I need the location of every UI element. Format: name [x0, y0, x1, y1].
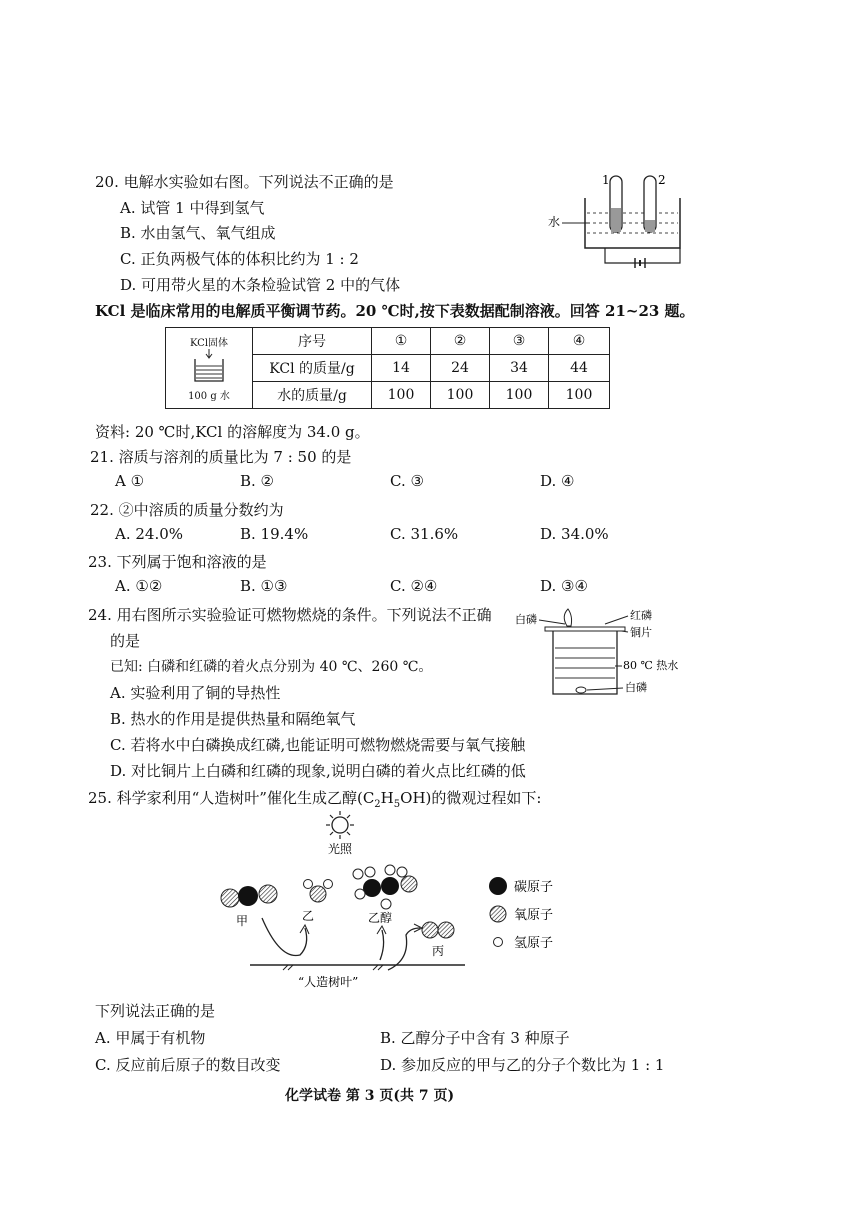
q22-option-c: C. 31.6%	[390, 525, 459, 543]
light-label: 光照	[328, 842, 353, 856]
q23-option-c: C. ②④	[390, 577, 438, 595]
kcl-intro: KCl 是临床常用的电解质平衡调节药。20 ℃时,按下表数据配制溶液。回答 21~23 题。	[95, 302, 695, 320]
electrolysis-figure	[540, 168, 700, 278]
q25-option-a: A. 甲属于有机物	[95, 1029, 206, 1047]
table-cell: 14	[372, 355, 431, 382]
leaf-label: “人造树叶”	[298, 975, 359, 989]
jia-label: 甲	[236, 914, 249, 928]
table-cell: 100	[549, 382, 610, 409]
tube2-label: 2	[658, 173, 666, 187]
legend-hydrogen-icon	[494, 938, 503, 947]
molecule-ethanol	[353, 865, 417, 909]
table-cell: 100	[431, 382, 490, 409]
q20-option-c: C. 正负两极气体的体积比约为 1 : 2	[120, 250, 359, 268]
combustion-figure	[515, 606, 685, 704]
beaker-bottom-label: 100 g 水	[188, 391, 230, 402]
q25-subscript-c: 2	[374, 799, 381, 810]
table-cell: 水的质量/g	[253, 382, 372, 409]
q24-option-c: C. 若将水中白磷换成红磷,也能证明可燃物燃烧需要与氧气接触	[110, 736, 526, 754]
q20-stem: 20. 电解水实验如右图。下列说法不正确的是	[95, 173, 394, 191]
q20-option-b: B. 水由氢气、氧气组成	[120, 224, 276, 242]
flame-icon	[564, 609, 571, 626]
white-p-top-label: 白磷	[515, 613, 537, 626]
molecule-yi	[304, 880, 333, 903]
copper-label: 铜片	[630, 626, 652, 639]
q23-option-b: B. ①③	[240, 577, 288, 595]
table-cell: KCl 的质量/g	[253, 355, 372, 382]
q21-option-c: C. ③	[390, 472, 424, 490]
q24-option-d: D. 对比铜片上白磷和红磷的现象,说明白磷的着火点比红磷的低	[110, 762, 526, 780]
beaker-cell	[166, 328, 253, 409]
yi-label: 乙	[302, 909, 315, 923]
table-header-2: ②	[431, 328, 490, 355]
legend-oxygen: 氧原子	[514, 908, 554, 923]
white-p-bottom-label: 白磷	[625, 681, 647, 694]
bing-label: 丙	[432, 944, 445, 958]
q24-stem: 24. 用右图所示实验验证可燃物燃烧的条件。下列说法不正确	[88, 606, 492, 624]
table-header-1: ①	[372, 328, 431, 355]
q22-option-d: D. 34.0%	[540, 525, 609, 543]
sun-icon	[326, 811, 354, 839]
table-cell: 100	[372, 382, 431, 409]
water-label: 水	[548, 215, 561, 229]
q21-stem: 21. 溶质与溶剂的质量比为 7 : 50 的是	[90, 448, 352, 466]
legend-carbon-icon	[489, 877, 507, 895]
red-p-label: 红磷	[630, 609, 652, 622]
q25-option-d: D. 参加反应的甲与乙的分子个数比为 1 : 1	[380, 1056, 665, 1074]
q25-question: 下列说法正确的是	[95, 1002, 216, 1020]
q24-stem-continued: 的是	[110, 632, 141, 650]
q22-option-b: B. 19.4%	[240, 525, 309, 543]
table-cell: 100	[490, 382, 549, 409]
q25-option-c: C. 反应前后原子的数目改变	[95, 1056, 281, 1074]
table-cell: 44	[549, 355, 610, 382]
table-header-3: ③	[490, 328, 549, 355]
legend-oxygen-icon	[490, 906, 506, 922]
legend-hydrogen: 氢原子	[514, 936, 554, 951]
q22-stem: 22. ②中溶质的质量分数约为	[90, 501, 284, 519]
q24-known: 已知: 白磷和红磷的着火点分别为 40 ℃、260 ℃。	[110, 659, 433, 675]
q22-option-a: A. 24.0%	[115, 525, 184, 543]
q25-stem-prefix: 25. 科学家利用“人造树叶”催化生成乙醇(C	[88, 789, 375, 807]
q25-stem	[88, 787, 541, 810]
tube1-label: 1	[602, 173, 610, 187]
q25-stem-h: H	[380, 789, 394, 807]
q25-subscript-h: 5	[393, 799, 401, 810]
q24-option-b: B. 热水的作用是提供热量和隔绝氧气	[110, 710, 356, 728]
beaker-top-label: KCl固体	[189, 338, 229, 349]
q25-option-b: B. 乙醇分子中含有 3 种原子	[380, 1029, 570, 1047]
molecule-bing	[422, 922, 454, 938]
q24-option-a: A. 实验利用了铜的导热性	[110, 684, 281, 702]
kcl-data-table	[165, 327, 610, 409]
q23-stem: 23. 下列属于饱和溶液的是	[88, 553, 267, 571]
hot-water-label: 80 ℃ 热水	[623, 659, 679, 672]
table-header-index: 序号	[253, 328, 372, 355]
q23-option-d: D. ③④	[540, 577, 588, 595]
table-cell: 24	[431, 355, 490, 382]
legend-carbon: 碳原子	[514, 880, 554, 895]
resource-note: 资料: 20 ℃时,KCl 的溶解度为 34.0 g。	[95, 423, 370, 441]
ethanol-label: 乙醇	[368, 911, 393, 925]
table-header-4: ④	[549, 328, 610, 355]
q21-option-d: D. ④	[540, 472, 575, 490]
q20-option-a: A. 试管 1 中得到氢气	[120, 199, 265, 217]
q23-option-a: A. ①②	[115, 577, 163, 595]
q25-stem-suffix: OH)的微观过程如下:	[400, 789, 542, 807]
beaker-icon	[189, 349, 229, 383]
q21-option-b: B. ②	[240, 472, 275, 490]
q21-option-a: A ①	[115, 472, 145, 490]
q20-option-d: D. 可用带火星的木条检验试管 2 中的气体	[120, 276, 401, 294]
page-footer: 化学试卷 第 3 页(共 7 页)	[285, 1088, 455, 1104]
molecule-jia	[221, 885, 277, 907]
artificial-leaf-diagram	[210, 810, 590, 990]
table-cell: 34	[490, 355, 549, 382]
